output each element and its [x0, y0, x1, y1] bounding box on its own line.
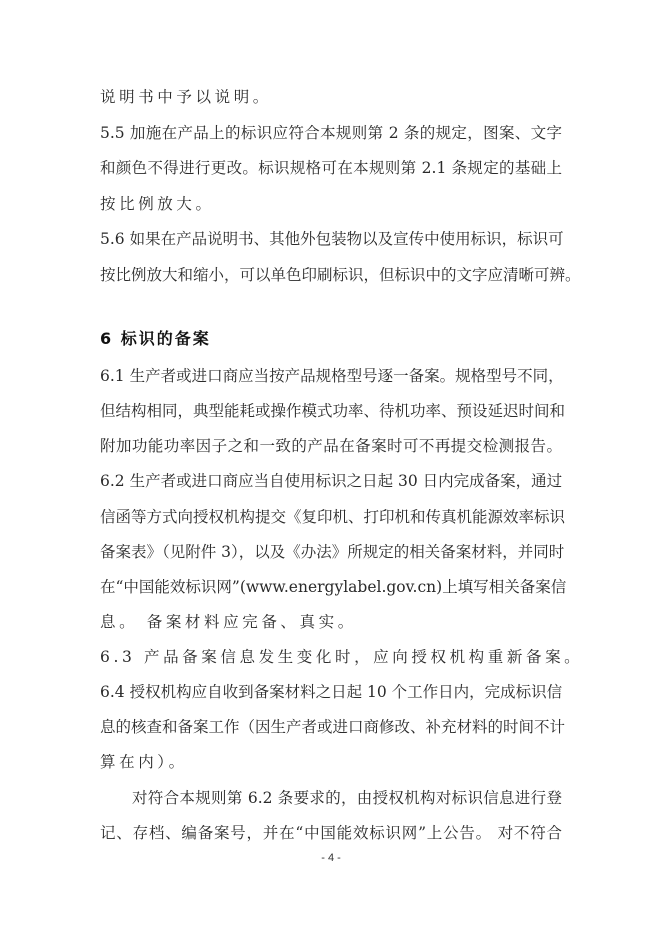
text-line: 记、存档、编备案号，并在“中国能效标识网”上公告。 对不符合 — [100, 824, 562, 842]
page-number: - 4 - — [321, 852, 341, 864]
section-heading: 6 标识的备案 — [100, 329, 211, 348]
text-line: 对符合本规则第 6.2 条要求的，由授权机构对标识信息进行登 — [132, 789, 562, 807]
text-line: 6.2 生产者或进口商应当自使用标识之日起 30 日内完成备案，通过 — [100, 472, 563, 490]
text-line: 6.1 生产者或进口商应当按产品规格型号逐一备案。规格型号不同， — [100, 367, 564, 385]
text-line: 算在内）。 — [100, 753, 188, 771]
text-line: 信函等方式向授权机构提交《复印机、打印机和传真机能源效率标识 — [100, 508, 566, 526]
text-line: 息。 备案材料应完备、真实。 — [100, 613, 357, 631]
text-line: 5.5 加施在产品上的标识应符合本规则第 2 条的规定，图案、文字 — [100, 124, 562, 142]
text-line: 息的核查和备案工作（因生产者或进口商修改、补充材料的时间不计 — [100, 718, 566, 736]
text-line: 备案表》（见附件 3），以及《办法》所规定的相关备案材料，并同时 — [100, 543, 565, 561]
text-line: 按比例放大。 — [100, 195, 215, 213]
text-line: 和颜色不得进行更改。标识规格可在本规则第 2.1 条规定的基础上 — [100, 159, 562, 177]
text-line: 说明书中予以说明。 — [100, 88, 272, 106]
text-line: 按比例放大和缩小，可以单色印刷标识，但标识中的文字应清晰可辨。 — [100, 266, 581, 284]
text-line: 但结构相同，典型能耗或操作模式功率、待机功率、预设延迟时间和 — [100, 402, 566, 420]
text-line: 6.4 授权机构应自收到备案材料之日起 10 个工作日内，完成标识信 — [100, 683, 563, 701]
text-line: 在“中国能效标识网”(www.energylabel.gov.cn)上填写相关备案信 — [100, 578, 567, 596]
text-line: 6.3 产品备案信息发生变化时，应向授权机构重新备案。 — [100, 648, 584, 666]
text-line: 附加功能功率因子之和一致的产品在备案时可不再提交检测报告。 — [100, 437, 562, 455]
text-line: 5.6 如果在产品说明书、其他外包装物以及宣传中使用标识，标识可 — [100, 230, 564, 248]
